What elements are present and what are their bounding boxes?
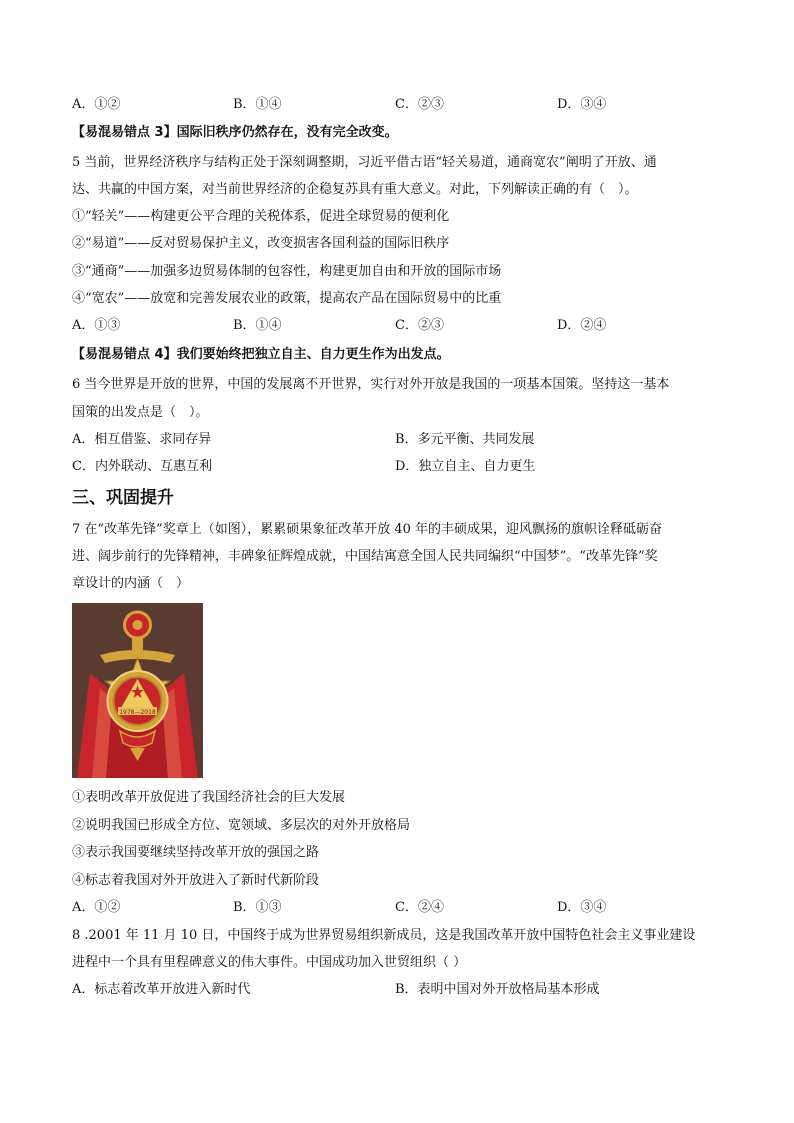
q6-options-row-2 bbox=[72, 458, 722, 476]
q8-stem-line-2: 进程中一个具有里程碑意义的伟大事件。中国成功加入世贸组织（ ） bbox=[72, 955, 467, 970]
q7-item-1: ①表明改革开放促进了我国经济社会的巨大发展 bbox=[72, 790, 346, 805]
q6-stem-line-1: 6 当今世界是开放的世界，中国的发展离不开世界，实行对外开放是我国的一项基本国策。坚持这一基本 bbox=[72, 377, 670, 392]
q7-stem-line-2: 章设计的内涵（ ） bbox=[72, 576, 190, 591]
q7-stem-line-1: 进、阔步前行的先锋精神，丰碑象征辉煌成就，中国结寓意全国人民共同编织“中国梦”。“改革先锋”奖 bbox=[72, 549, 658, 564]
medal-illustration bbox=[72, 603, 203, 778]
q5-stem-line-1: 5 当前，世界经济秩序与结构正处于深刻调整期，习近平借古语“轻关易道，通商宽农”阐明了开放、通 bbox=[72, 155, 657, 170]
option-d: D．独立自主、自力更生 bbox=[395, 459, 536, 474]
option-c: C．内外联动、互惠互利 bbox=[72, 459, 212, 474]
medal-years-text: 1978—2018 bbox=[119, 709, 156, 716]
error-point-4-heading: 【易混易错点 4】我们要始终把独立自主、自力更生作为出发点。 bbox=[72, 347, 450, 362]
option-c: C．②③ bbox=[395, 318, 444, 333]
q5-stem-line-2: 达、共赢的中国方案，对当前世界经济的企稳复苏具有重大意义。对此，下列解读正确的有（ ）。 bbox=[72, 182, 638, 197]
q5-item-3: ③“通商”——加强多边贸易体制的包容性，构建更加自由和开放的国际市场 bbox=[72, 264, 502, 279]
q7-item-2: ②说明我国已形成全方位、宽领域、多层次的对外开放格局 bbox=[72, 818, 411, 833]
q6-stem-line-2: 国策的出发点是（ ）。 bbox=[72, 405, 209, 420]
q5-item-4: ④“宽农”——放宽和完善发展农业的政策，提高农产品在国际贸易中的比重 bbox=[72, 291, 502, 306]
option-d: D．③④ bbox=[557, 97, 607, 112]
q6-options-row-1 bbox=[72, 431, 722, 449]
q7-options bbox=[72, 899, 722, 917]
option-a: A．①② bbox=[72, 97, 121, 112]
option-a: A．相互借鉴、求同存异 bbox=[72, 432, 212, 447]
q4-options bbox=[72, 96, 722, 114]
option-b: B．表明中国对外开放格局基本形成 bbox=[395, 982, 600, 997]
q5-item-2: ②“易道”——反对贸易保护主义，改变损害各国利益的国际旧秩序 bbox=[72, 236, 450, 251]
option-a: A．①③ bbox=[72, 318, 121, 333]
q5-item-1: ①“轻关”——构建更公平合理的关税体系，促进全球贸易的便利化 bbox=[72, 209, 450, 224]
reform-pioneer-medal-image bbox=[72, 603, 203, 778]
option-d: D．③④ bbox=[557, 900, 607, 915]
option-b: B．①③ bbox=[233, 900, 282, 915]
q7-stem-line-0: 7 在“改革先锋”奖章上（如图），累累硕果象征改革开放 40 年的丰硕成果，迎风飘扬的旗帜诠释砥砺奋 bbox=[72, 522, 663, 537]
option-c: C．②④ bbox=[395, 900, 444, 915]
q8-stem-line-1: 8 .2001 年 11 月 10 日，中国终于成为世界贸易组织新成员，这是我国改革开放中国特色社会主义事业建设 bbox=[72, 928, 696, 943]
q7-item-3: ③表示我国要继续坚持改革开放的强国之路 bbox=[72, 845, 320, 860]
option-c: C．②③ bbox=[395, 97, 444, 112]
q8-options bbox=[72, 981, 722, 999]
option-a: A．标志着改革开放进入新时代 bbox=[72, 982, 251, 997]
q7-item-4: ④标志着我国对外开放进入了新时代新阶段 bbox=[72, 873, 320, 888]
option-b: B．①④ bbox=[233, 97, 282, 112]
option-b: B．①④ bbox=[233, 318, 282, 333]
error-point-3-heading: 【易混易错点 3】国际旧秩序仍然存在，没有完全改变。 bbox=[72, 125, 398, 140]
q5-options bbox=[72, 317, 722, 335]
option-a: A．①② bbox=[72, 900, 121, 915]
option-b: B．多元平衡、共同发展 bbox=[395, 432, 535, 447]
section-heading: 三、巩固提升 bbox=[72, 488, 174, 508]
option-d: D．②④ bbox=[557, 318, 607, 333]
